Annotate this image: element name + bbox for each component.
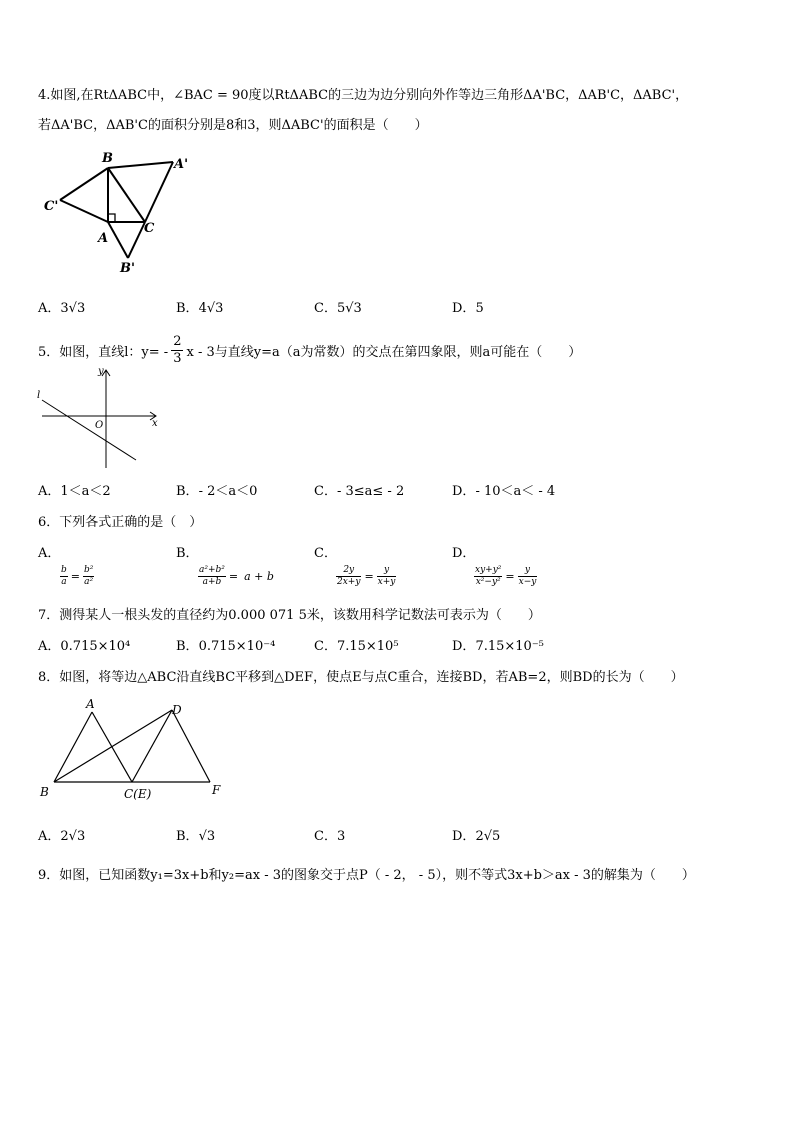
q8-stem: 8．如图，将等边△ABC沿直线BC平移到△DEF，使点E与点C重合，连接BD，若AB=2，则BD的长为（ ）: [38, 670, 684, 685]
q8-label-a: A: [86, 697, 95, 711]
q4-option-d[interactable]: D．5: [452, 301, 484, 316]
q6-b-rhs: a + b: [244, 570, 274, 583]
q7-option-d[interactable]: D．7.15×10⁻⁵: [452, 639, 544, 654]
q4-label-C-prime: C': [44, 199, 59, 214]
q5-frac-num: 2: [173, 333, 182, 349]
q5-option-a[interactable]: A．1＜a＜2: [38, 484, 111, 499]
q6-option-c[interactable]: C． $\frac{2y}{2x+y}$ = $\frac{y}{x+y}$: [314, 546, 396, 587]
q4-label-A-prime: A': [174, 157, 189, 172]
q5-figure: [34, 364, 164, 472]
q6-option-b[interactable]: B． $\frac{\text{a²+b²}}{a+b}$ = a + b: [176, 546, 274, 587]
q8-label-d: D: [172, 703, 182, 717]
q5-label-y: y: [98, 366, 104, 377]
q7-stem: 7．测得某人一根头发的直径约为0.000 071 5米，该数用科学记数法可表示为（ ）: [38, 608, 541, 623]
q8-label-ce: C(E): [124, 787, 152, 801]
q7-option-b[interactable]: B．0.715×10⁻⁴: [176, 639, 276, 654]
q7-option-c[interactable]: C．7.15×10⁵: [314, 639, 399, 654]
q5-label-o: O: [95, 420, 104, 431]
q4-option-b[interactable]: B．4√3: [176, 301, 224, 316]
q4-label-B: B: [102, 151, 113, 166]
q6-d-lhs-fraction: $\frac{\text{xy+y²}}{\text{x²−y²}}$: [475, 565, 502, 587]
q4-label-A: A: [98, 231, 109, 246]
q9-stem: 9．如图，已知函数y₁=3x+b和y₂=ax - 3的图象交于点P（ - 2， - 5），则不等式3x+b＞ax - 3的解集为（ ）: [38, 868, 695, 883]
q8-option-c[interactable]: C．3: [314, 829, 346, 844]
q6-option-d[interactable]: D． $\frac{\text{xy+y²}}{\text{x²−y²}}$ = $\frac{y}{x-y}$: [452, 546, 537, 587]
q4-option-a[interactable]: A．3√3: [38, 301, 86, 316]
q4-figure: [40, 148, 200, 276]
q4-stem-line1: 4.如图,在RtΔABC中，∠BAC = 90度以RtΔABC的三边为边分别向外作等边三角形ΔA'BC，ΔAB'C，ΔABC'，: [38, 88, 689, 103]
q5-frac-den: 3: [173, 350, 182, 366]
q5-stem-prefix: 5．如图，直线l：y= -: [38, 344, 169, 360]
q8-option-a[interactable]: A．2√3: [38, 829, 86, 844]
q5-option-c[interactable]: C．- 3≤a≤ - 2: [314, 484, 405, 499]
q4-label-C: C: [144, 221, 155, 236]
q5-option-b[interactable]: B．- 2＜a＜0: [176, 484, 258, 499]
q6-a-lhs-fraction: $\frac{b}{a}$: [61, 565, 67, 587]
q5-option-d[interactable]: D．- 10＜a＜ - 4: [452, 484, 556, 499]
q8-option-b[interactable]: B．√3: [176, 829, 216, 844]
q5-stem-suffix: x - 3与直线y=a（a为常数）的交点在第四象限，则a可能在（ ）: [186, 344, 582, 360]
q6-b-lhs-fraction: $\frac{\text{a²+b²}}{a+b}$: [199, 565, 225, 587]
q8-option-d[interactable]: D．2√5: [452, 829, 501, 844]
q8-label-b: B: [40, 785, 49, 799]
q8-figure: [34, 696, 234, 804]
q6-d-rhs-fraction: $\frac{y}{x-y}$: [518, 565, 537, 587]
q6-option-a[interactable]: A． $\frac{b}{a}$ = $\frac{\text{b²}}{\text{a²}}$: [38, 546, 94, 587]
q7-option-a[interactable]: A．0.715×10⁴: [38, 639, 131, 654]
q6-stem: 6．下列各式正确的是（ ）: [38, 515, 203, 530]
q4-stem-line2: 若ΔA'BC，ΔAB'C的面积分别是8和3，则ΔABC'的面积是（ ）: [38, 118, 428, 133]
q6-a-rhs-fraction: $\frac{\text{b²}}{\text{a²}}$: [83, 565, 94, 587]
q4-option-c[interactable]: C．5√3: [314, 301, 362, 316]
q5-label-x: x: [152, 418, 158, 429]
q4-label-B-prime: B': [120, 261, 135, 276]
q5-label-l: l: [37, 390, 41, 401]
q6-c-lhs-fraction: $\frac{2y}{2x+y}$: [337, 565, 361, 587]
q6-c-rhs-fraction: $\frac{y}{x+y}$: [377, 565, 396, 587]
q8-label-f: F: [212, 783, 221, 797]
